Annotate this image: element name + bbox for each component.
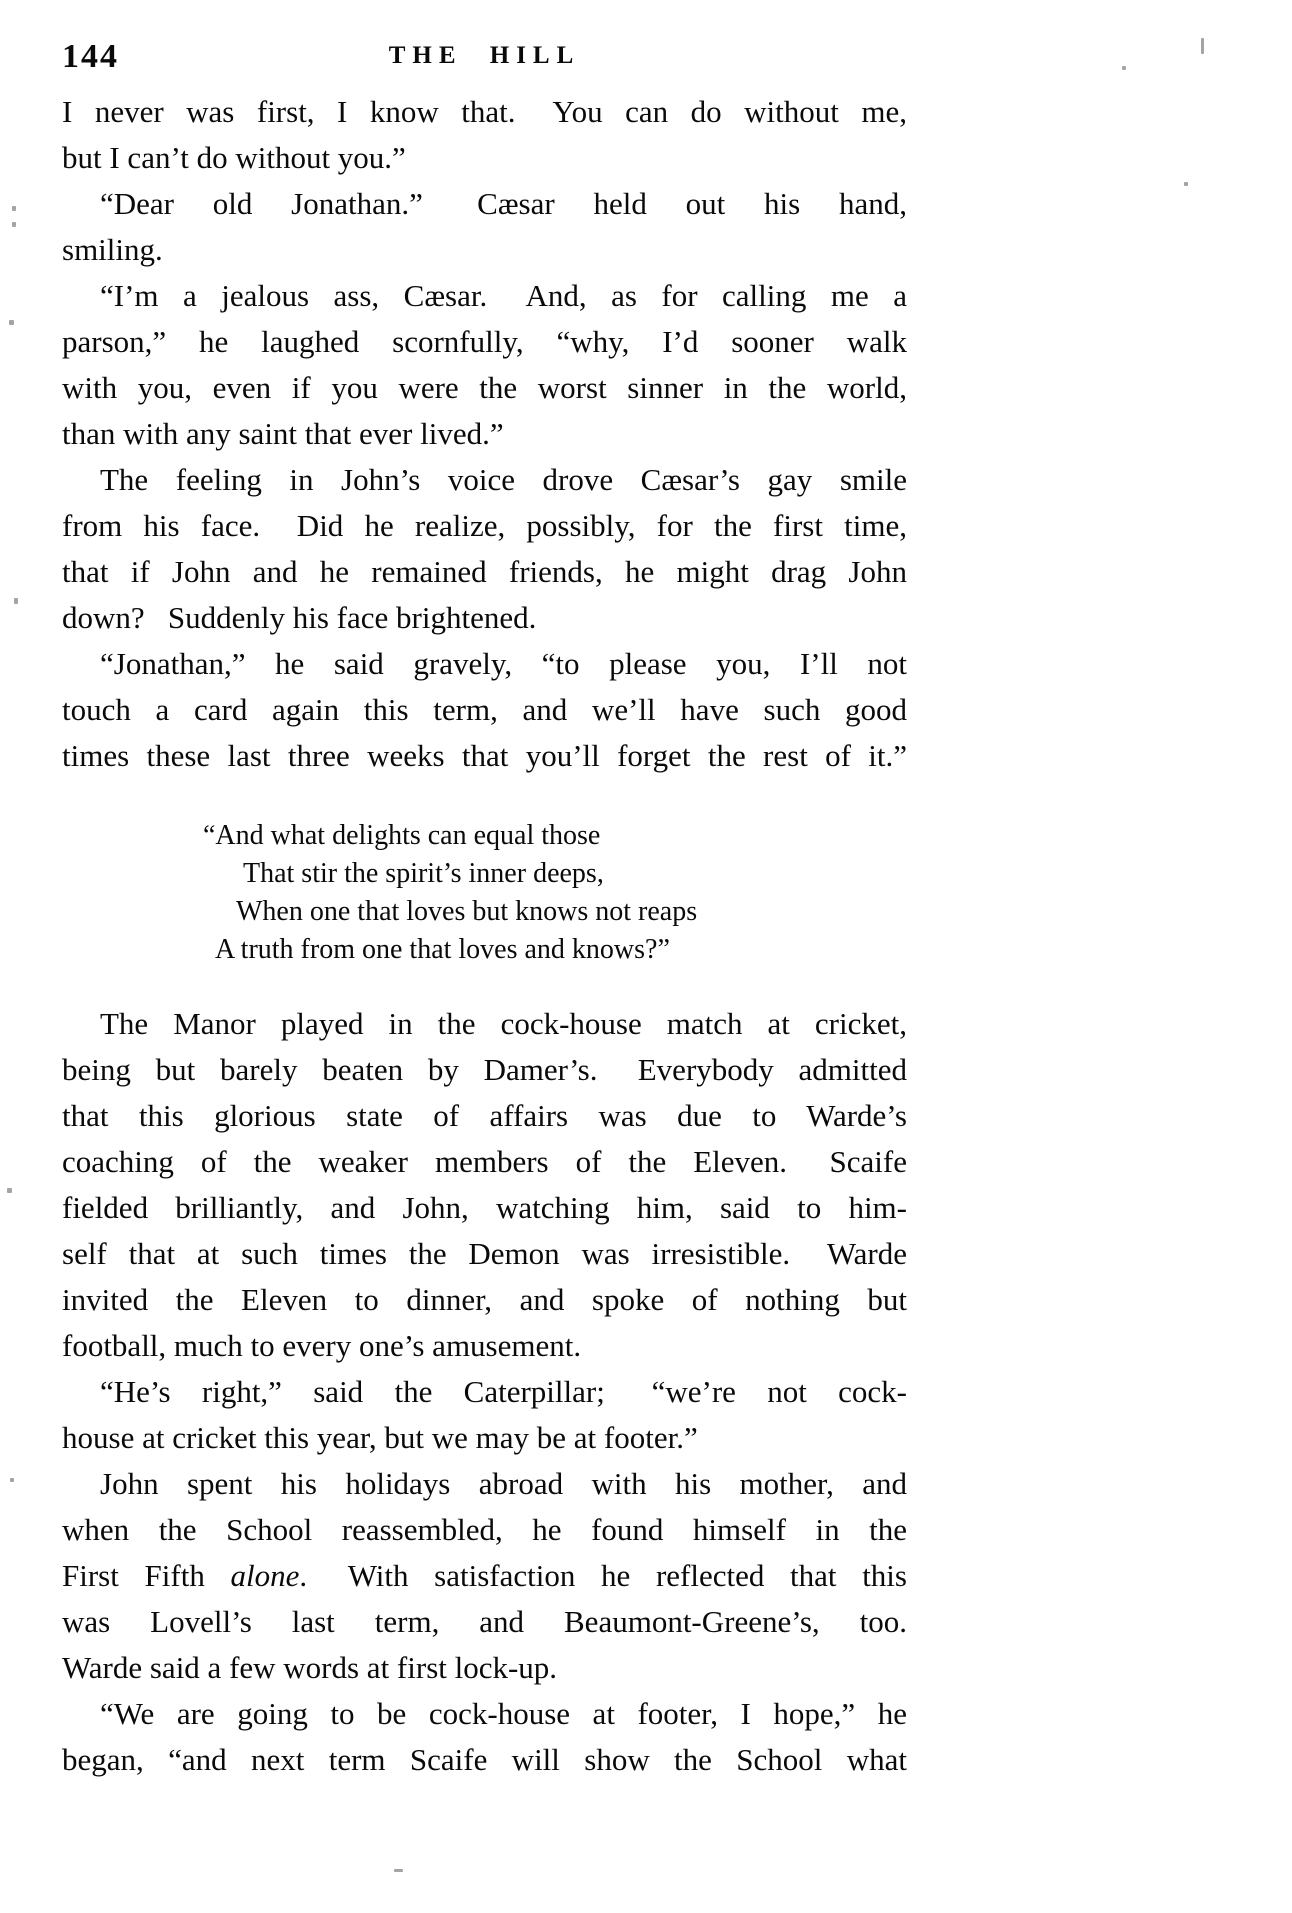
poem-line: A truth from one that loves and knows?” <box>215 934 670 965</box>
text-line <box>62 1415 907 1461</box>
text-segment: First Fifth <box>62 1558 231 1593</box>
scan-speck <box>1122 66 1126 70</box>
poem-line: That stir the spirit’s inner deeps, <box>243 858 604 889</box>
poem-line: “And what delights can equal those <box>203 820 601 851</box>
text-segment: being but barely beaten by Damer’s. Everybody admitted <box>62 1052 907 1087</box>
running-title: THE HILL <box>388 42 581 69</box>
text-segment: “Dear old Jonathan.” Cæsar held out his hand, <box>100 186 907 221</box>
text-line <box>62 181 907 227</box>
text-line <box>62 411 907 457</box>
text-line <box>62 319 907 365</box>
text-segment: football, much to every one’s amusement. <box>62 1328 582 1363</box>
text-line <box>62 1277 907 1323</box>
text-segment: times these last three weeks that you’ll forget the rest of it.” <box>62 738 907 773</box>
text-segment: John spent his holidays abroad with his mother, and <box>100 1466 907 1501</box>
text-line <box>62 1553 907 1599</box>
text-line <box>62 135 907 181</box>
text-line <box>62 1737 907 1783</box>
text-segment: “We are going to be cock-house at footer, I hope,” he <box>100 1696 907 1731</box>
paragraph <box>62 1461 907 1691</box>
text-segment: began, “and next term Scaife will show the School what <box>62 1742 907 1777</box>
text-segment: that if John and he remained friends, he might drag John <box>62 554 907 589</box>
paragraph <box>62 641 907 779</box>
text-line <box>62 1507 907 1553</box>
text-segment: with you, even if you were the worst sinner in the world, <box>62 370 907 405</box>
text-line <box>62 1139 907 1185</box>
text-segment: The feeling in John’s voice drove Cæsar’s gay smile <box>100 462 907 497</box>
text-line <box>62 595 907 641</box>
text-line <box>62 1645 907 1691</box>
text-segment: Warde said a few words at first lock-up. <box>62 1650 558 1685</box>
text-line <box>62 365 907 411</box>
text-segment: touch a card again this term, and we’ll have such good <box>62 692 907 727</box>
text-line <box>62 733 907 779</box>
text-line <box>62 1599 907 1645</box>
scan-speck <box>14 598 18 604</box>
text-segment: “I’m a jealous ass, Cæsar. And, as for calling me a <box>100 278 907 313</box>
text-line <box>62 1047 907 1093</box>
text-line <box>62 549 907 595</box>
paragraph <box>62 1691 907 1783</box>
text-line <box>62 1461 907 1507</box>
text-segment: than with any saint that ever lived.” <box>62 416 504 451</box>
text-line <box>62 1185 907 1231</box>
text-line <box>62 1093 907 1139</box>
text-line <box>62 457 907 503</box>
paragraph <box>62 181 907 273</box>
text-line <box>62 641 907 687</box>
text-segment: but I can’t do without you.” <box>62 140 406 175</box>
scan-speck <box>10 1478 14 1482</box>
text-segment: I never was first, I know that. You can do without me, <box>62 94 907 129</box>
text-segment: fielded brilliantly, and John, watching him, said to him- <box>62 1190 907 1225</box>
text-line <box>62 503 907 549</box>
text-line <box>62 1691 907 1737</box>
scan-speck <box>394 1869 403 1872</box>
text-segment: self that at such times the Demon was irresistible. Warde <box>62 1236 907 1271</box>
paragraph <box>62 457 907 641</box>
text-segment: smiling. <box>62 232 163 267</box>
text-segment: “Jonathan,” he said gravely, “to please you, I’ll not <box>100 646 907 681</box>
text-line <box>62 89 907 135</box>
italic-text: alone <box>230 1558 300 1593</box>
text-line <box>62 687 907 733</box>
poem-block <box>203 817 907 969</box>
text-segment: parson,” he laughed scornfully, “why, I’d sooner walk <box>62 324 907 359</box>
text-segment: coaching of the weaker members of the Eleven. Scaife <box>62 1144 907 1179</box>
text-line <box>62 1231 907 1277</box>
text-segment: “He’s right,” said the Caterpillar; “we’re not cock- <box>100 1374 907 1409</box>
scan-speck <box>12 222 16 227</box>
scan-speck <box>9 320 14 325</box>
poem-line: When one that loves but knows not reaps <box>236 896 698 927</box>
text-line <box>62 1001 907 1047</box>
page-number: 144 <box>62 38 119 75</box>
scan-speck <box>1184 182 1188 186</box>
paragraph <box>62 273 907 457</box>
text-column <box>62 89 907 1783</box>
text-segment: when the School reassembled, he found himself in the <box>62 1512 907 1547</box>
scan-speck <box>12 206 16 211</box>
paragraph <box>62 1369 907 1461</box>
text-segment: . With satisfaction he reflected that this <box>299 1558 907 1593</box>
text-line <box>62 273 907 319</box>
text-line <box>62 1369 907 1415</box>
scan-speck <box>1201 38 1204 54</box>
text-segment: invited the Eleven to dinner, and spoke of nothing but <box>62 1282 907 1317</box>
text-line <box>62 227 907 273</box>
text-segment: down? Suddenly his face brightened. <box>62 600 537 635</box>
text-segment: that this glorious state of affairs was due to Warde’s <box>62 1098 907 1133</box>
scan-speck <box>7 1188 12 1193</box>
text-segment: The Manor played in the cock-house match at cricket, <box>100 1006 907 1041</box>
text-segment: was Lovell’s last term, and Beaumont-Greene’s, too. <box>62 1604 907 1639</box>
text-line <box>62 1323 907 1369</box>
text-segment: from his face. Did he realize, possibly, for the first time, <box>62 508 907 543</box>
paragraph <box>62 1001 907 1369</box>
text-segment: house at cricket this year, but we may be at footer.” <box>62 1420 698 1455</box>
page-header <box>62 36 907 86</box>
paragraph <box>62 89 907 181</box>
